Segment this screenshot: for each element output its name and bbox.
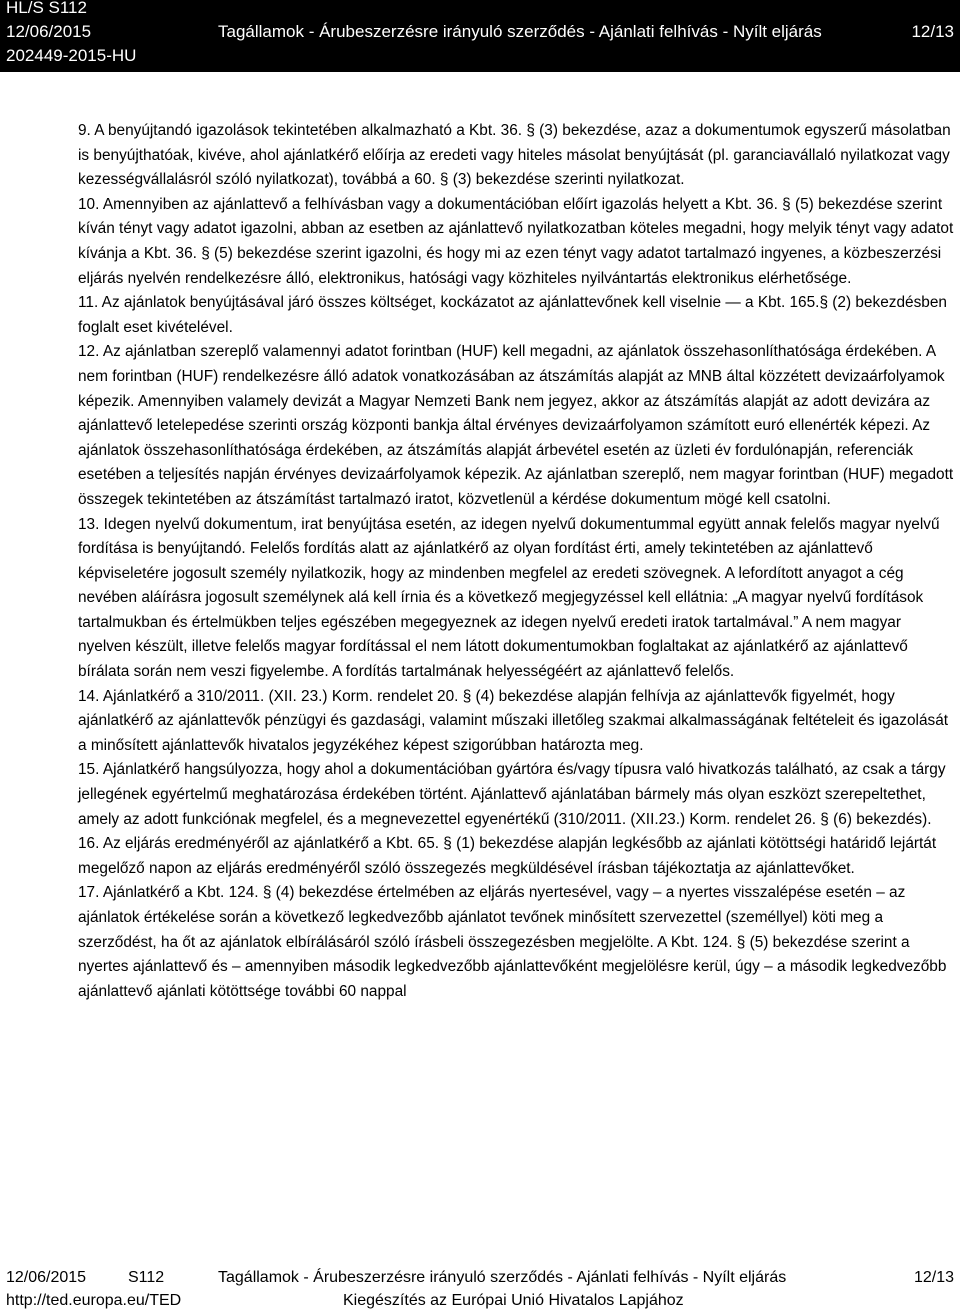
paragraph-15: 15. Ajánlatkérő hangsúlyozza, hogy ahol a dokumentációban gyártóra és/vagy típusra való hivatkozás található, az csak a tárgy jellegének egyértelmű meghatározása érdekében történt. Ajánlattevő ajánlatában bármely más olyan eszközt szerepeltethet, amely az adott funkciónak megfelel, és a megnevezettel egyenértékű (310/2011. (XII.23.) Korm. rendelet 26. § (6) bekezdés). bbox=[78, 761, 946, 828]
footer-title: Tagállamok - Árubeszerzésre irányuló szerződés - Ajánlati felhívás - Nyílt eljárás bbox=[218, 1269, 787, 1286]
page-header bbox=[0, 0, 960, 72]
paragraph-14: 14. Ajánlatkérő a 310/2011. (XII. 23.) Korm. rendelet 20. § (4) bekezdése alapján felhívja az ajánlattevők figyelmét, hogy ajánlatkérő az ajánlattevők pénzügyi és gazdasági, valamint műszaki illetőleg szakmai alkalmasságának feltételeit és igazolását a minősített ajánlattevők hivatalos jegyzékéhez képest szigorúbban határozta meg. bbox=[78, 687, 949, 754]
page-footer bbox=[0, 1262, 960, 1311]
paragraph-17: 17. Ajánlatkérő a Kbt. 124. § (4) bekezdése értelmében az eljárás nyertesével, vagy – a nyertes visszalépése esetén – az ajánlatok értékelése során a következő legkedvezőbb ajánlatot tevőnek minősített szervezettel (személlyel) köti meg a szerződést, ha őt az ajánlatok elbírálásáról szóló írásbeli összegezésben megjelölte. A Kbt. 124. § (5) bekezdése szerint a nyertes ajánlattevő és – amennyiben második legkedvezőbb ajánlattevőként megjelölésre kerül, úgy – a második legkedvezőbb ajánlattevő ajánlati kötöttsége további 60 nappal bbox=[78, 884, 947, 1000]
footer-url-link[interactable]: http://ted.europa.eu/TED bbox=[6, 1292, 182, 1309]
paragraph-13: 13. Idegen nyelvű dokumentum, irat benyújtása esetén, az idegen nyelvű dokumentummal együtt annak felelős magyar nyelvű fordítása is benyújtandó. Felelős fordítás alatt az ajánlatkérő az olyan fordítást érti, amely tekintetében az ajánlattevő képviseletére jogosult személy nyilatkozik, hogy az mindenben megfelel az eredeti szövegnek. A lefordított anyagot a cég nevében aláírásra jogosult személynek alá kell írnia és a következő megjegyzéssel kell ellátnia: „A magyar nyelvű fordítások tartalmukban és értelmükben teljes egészében megegyeznek az idegen nyelvű eredeti iratok tartalmával.” A nem magyar nyelven készült, illetve felelős magyar fordítással el nem látott dokumentumokban foglaltakat az ajánlatkérő az ajánlattevő bírálata során nem veszi figyelembe. A fordítás tartalmának helyességéért az ajánlattevő felelős. bbox=[78, 515, 940, 681]
paragraph-16: 16. Az eljárás eredményéről az ajánlatkérő a Kbt. 65. § (1) bekezdése alapján legkésőbb az ajánlati kötöttségi határidő lejártát megelőző napon az eljárás eredményéről szóló összegezés megküldésével írásban tájékoztatja az ajánlattevőket. bbox=[78, 835, 937, 877]
header-page-number: 12/13 bbox=[911, 22, 954, 41]
header-date: 12/06/2015 bbox=[6, 22, 92, 41]
paragraph-11: 11. Az ajánlatok benyújtásával járó összes költséget, kockázatot az ajánlattevőnek kell viselnie — a Kbt. 165.§ (2) bekezdésben foglalt eset kivételével. bbox=[78, 294, 947, 336]
paragraph-9: 9. A benyújtandó igazolások tekintetében alkalmazható a Kbt. 36. § (3) bekezdése, azaz a dokumentumok egyszerű másolatban is benyújthatóak, kivéve, ahol ajánlatkérő előírja az eredeti vagy hiteles másolat benyújtását (pl. garanciavállaló nyilatkozat vagy kezességvállalásról szóló nyilatkozat), továbbá a 60. § (3) bekezdése szerinti nyilatkozat. bbox=[78, 122, 951, 189]
header-title: Tagállamok - Árubeszerzésre irányuló szerződés - Ajánlati felhívás - Nyílt eljárás bbox=[218, 22, 822, 41]
header-series: HL/S S112 bbox=[6, 0, 87, 17]
paragraph-12: 12. Az ajánlatban szereplő valamennyi adatot forintban (HUF) kell megadni, az ajánlatok összehasonlíthatósága érdekében. A nem forintban (HUF) rendelkezésre álló adatok vonatkozásában az átszámítás alapját az MNB által közzétett devizaárfolyamok képezik. Amennyiben valamely devizát a Magyar Nemzeti Bank nem jegyez, akkor az átszámítás alapját az adott devizára az ajánlattevő letelepedése szerinti ország központi bankja által érvényes devizaárfolyamon számított euró ellenérték képezi. Az ajánlatok összehasonlíthatósága érdekében, az átszámítás alapját árbevétel esetén az üzleti év fordulónapján, referenciák esetében a teljesítés napján érvényes devizaárfolyamok képezik. Az ajánlatban szereplő, nem magyar forintban (HUF) megadott összegek tekintetében az átszámítást tartalmazó iratot, közvetlenül a kérdése dokumentum mögé kell csatolni. bbox=[78, 343, 954, 508]
paragraph-10: 10. Amennyiben az ajánlattevő a felhívásban vagy a dokumentációban előírt igazolás helyett a Kbt. 36. § (5) bekezdése szerint kíván tényt vagy adatot igazolni, abban az esetben az ajánlattevő nyilatkozatban köteles megadni, hogy melyik tényt vagy adatot kívánja a Kbt. 36. § (5) bekezdése szerint igazolni, és hogy mi az ezen tényt vagy adatot tartalmazó ingyenes, a közbeszerzési eljárás nyelvén rendelkezésre álló, elektronikus, hatósági vagy közhiteles nyilvántartás elektronikus elérhetősége. bbox=[78, 195, 954, 287]
footer-page-number: 12/13 bbox=[913, 1269, 954, 1286]
footer-series: S112 bbox=[128, 1269, 165, 1286]
document-body bbox=[78, 119, 956, 1004]
footer-publication: Kiegészítés az Európai Unió Hivatalos Lapjához bbox=[343, 1292, 684, 1309]
header-notice-ref: 202449-2015-HU bbox=[6, 46, 137, 65]
footer-date: 12/06/2015 bbox=[6, 1269, 87, 1286]
